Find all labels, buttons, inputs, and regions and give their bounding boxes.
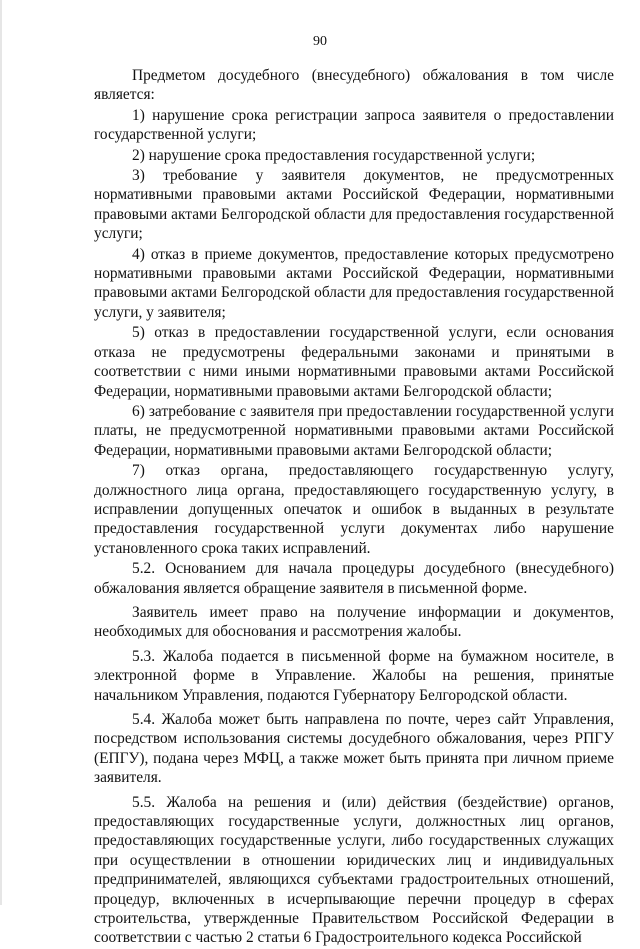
paragraph-item-4: 4) отказ в приеме документов, предоставление которых предусмотрено нормативными правовыми актами Российской Федерации, нормативными правовыми актами Белгородской области для предоставления государственной услуги, у заявителя; (94, 245, 614, 321)
paragraph-item-1: 1) нарушение срока регистрации запроса заявителя о предоставлении государственной услуги; (94, 106, 614, 144)
paragraph-item-5: 5) отказ в предоставлении государственной услуги, если основания отказа не предусмотрены федеральными законами и принятыми в соответствии с ними иными нормативными правовыми актами Российской Федерации, нормативными правовыми актами Белгородской области; (94, 324, 614, 400)
paragraph-item-7: 7) отказ органа, предоставляющего государственную услугу, должностного лица органа, предоставляющего государственную услугу, в исправлении допущенных опечаток и ошибок в выданных в результате предоставления государственной услуги документах либо нарушение установленного срока таких исправлений. (94, 462, 614, 557)
paragraph-section-5-4: 5.4. Жалоба может быть направлена по почте, через сайт Управления, посредством использования системы досудебного обжалования, через РПГУ (ЕПГУ), подана через МФЦ, а также может быть принята при личном приеме заявителя. (94, 711, 614, 787)
paragraph-item-2: 2) нарушение срока предоставления государственной услуги; (132, 146, 536, 164)
paragraph-intro: Предметом досудебного (внесудебного) обжалования в том числе является: (94, 67, 614, 104)
scan-edge (0, 0, 2, 905)
page-number: 90 (313, 34, 327, 49)
paragraph-section-5-2: 5.2. Основанием для начала процедуры досудебного (внесудебного) обжалования является обращение заявителя в письменной форме. (94, 560, 614, 597)
paragraph-section-5-5: 5.5. Жалоба на решения и (или) действия (бездействие) органов, предоставляющих государственные услуги, должностных лиц органов, предоставляющих государственные услуги, либо государственных служащих при осуществлении в отношении юридических лиц и индивидуальных предпринимателей, являющихся субъектами градостроительных отношений, процедур, включенных в исчерпывающие перечни процедур в сферах строительства, утвержденные Правительством Российской Федерации в соответствии с частью 2 статьи 6 Градостроительного кодекса Российской (94, 793, 614, 947)
paragraph-item-6: 6) затребование с заявителя при предоставлении государственной услуги платы, не предусмотренной нормативными правовыми актами Российской Федерации, нормативными правовыми актами Белгородской области; (94, 402, 614, 459)
paragraph-applicant-rights: Заявитель имеет право на получение информации и документов, необходимых для обоснования и рассмотрения жалобы. (94, 603, 614, 641)
paragraph-section-5-3: 5.3. Жалоба подается в письменной форме на бумажном носителе, в электронной форме в Управление. Жалобы на решения, принятые начальником Управления, подаются Губернатору Белгородской области. (94, 647, 614, 704)
document-body (94, 66, 614, 949)
paragraph-item-3: 3) требование у заявителя документов, не предусмотренных нормативными правовыми актами Российской Федерации, нормативными правовыми актами Белгородской области для предоставления государственной услуги; (94, 167, 614, 243)
